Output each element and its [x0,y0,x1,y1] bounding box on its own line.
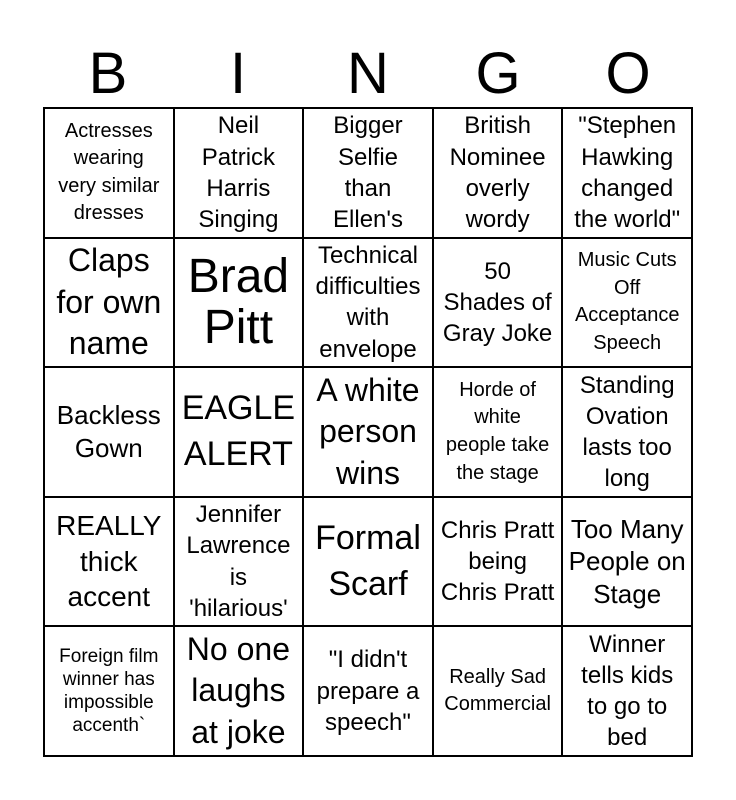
cell-label: Standing Ovation lasts too long [579,371,675,493]
bingo-cell[interactable] [174,626,304,756]
header-letter-n: N [347,41,389,106]
cell-label: EAGLE ALERT [181,389,296,473]
cell-label: No one laughs at joke [186,630,290,750]
bingo-cell[interactable] [44,238,174,368]
bingo-cell[interactable] [44,108,174,238]
cell-label: "I didn't prepare a speech" [316,646,420,736]
bingo-cell[interactable] [303,497,433,627]
bingo-cell[interactable] [433,108,563,238]
bingo-board [43,107,693,757]
bingo-cell[interactable] [174,238,304,368]
bingo-cell[interactable] [562,367,692,497]
cell-label: Bigger Selfie than Ellen's [333,112,403,233]
header-letter-b: B [88,41,128,106]
header-letter-g: G [475,41,521,106]
cell-label: Claps for own name [56,242,162,362]
bingo-cell[interactable] [562,497,692,627]
bingo-cell[interactable] [433,497,563,627]
bingo-cell[interactable] [44,497,174,627]
bingo-cell[interactable] [174,497,304,627]
bingo-cell[interactable] [303,626,433,756]
cell-label: Horde of white people take the stage [445,378,550,484]
cell-label: Chris Pratt being Chris Pratt [440,516,555,607]
cell-label: Brad Pitt [187,249,290,355]
cell-label: A white person wins [316,371,420,491]
cell-label: Really Sad Commercial [444,665,551,716]
header-letter-i: I [229,41,247,106]
bingo-cell[interactable] [303,108,433,238]
bingo-cell[interactable] [562,238,692,368]
header-letter-o: O [605,41,651,106]
cell-label: Foreign film winner has impossible accenth` [59,645,159,737]
cell-label: Music Cuts Off Acceptance Speech [574,249,680,354]
cell-label: "Stephen Hawking changed the world" [574,112,681,233]
bingo-cell[interactable] [174,108,304,238]
cell-label: Formal Scarf [315,518,421,603]
cell-label: Technical difficulties with envelope [315,242,421,363]
cell-label: Backless Gown [56,400,161,463]
bingo-header [43,41,693,106]
bingo-cell[interactable] [303,238,433,368]
bingo-cell[interactable] [433,626,563,756]
bingo-cell[interactable] [562,626,692,756]
cell-label: Jennifer Lawrence is 'hilarious' [186,501,291,622]
bingo-cell[interactable] [433,367,563,497]
bingo-cell[interactable] [562,108,692,238]
cell-label: Neil Patrick Harris Singing [198,112,279,233]
bingo-cell[interactable] [44,626,174,756]
bingo-cell[interactable] [433,238,563,368]
cell-label: Actresses wearing very similar dresses [58,119,160,225]
cell-label: REALLY thick accent [56,510,162,613]
bingo-cell[interactable] [303,367,433,497]
cell-label: Too Many People on Stage [568,513,686,609]
cell-label: 50 Shades of Gray Joke [442,257,553,347]
bingo-cell[interactable] [44,367,174,497]
cell-label: British Nominee overly wordy [449,112,546,233]
cell-label: Winner tells kids to go to bed [581,630,674,752]
bingo-cell[interactable] [174,367,304,497]
